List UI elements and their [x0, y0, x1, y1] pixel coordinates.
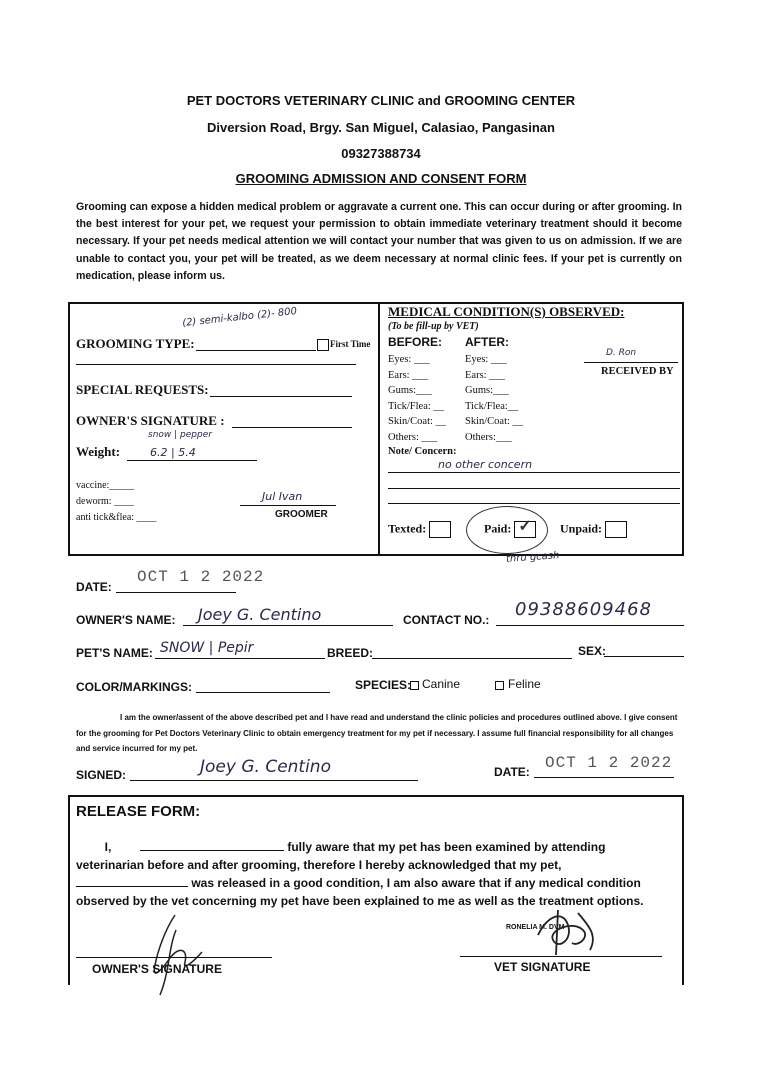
weight-values: 6.2 | 5.4 [150, 446, 196, 459]
signed-label: SIGNED: [76, 768, 127, 782]
owner-name-line[interactable] [183, 625, 393, 626]
received-by-value: D. Ron [606, 348, 637, 358]
after-tick-flea[interactable]: Tick/Flea:__ [465, 400, 519, 412]
unpaid-option[interactable] [560, 521, 627, 538]
vet-sig-line[interactable] [460, 956, 662, 957]
weight-names: snow | pepper [148, 430, 212, 440]
after-column [465, 352, 523, 446]
breed-label: BREED: [327, 646, 374, 660]
after-ears[interactable]: Ears: ___ [465, 369, 505, 381]
pet-name-line[interactable] [155, 658, 325, 659]
date-label: DATE: [76, 580, 112, 594]
weight-line[interactable] [127, 460, 257, 461]
clinic-name: PET DOCTORS VETERINARY CLINIC and GROOMING CENTER [186, 93, 576, 108]
groomer-signature: Jul Ivan [262, 490, 303, 503]
groomer-label: GROOMER [275, 509, 328, 520]
first-time-checkbox[interactable] [317, 339, 329, 351]
release-name-line[interactable] [140, 838, 284, 851]
sex-label: SEX: [578, 644, 607, 658]
vet-stamp: RONELIA M. DVM [506, 924, 565, 931]
form-title: GROOMING ADMISSION AND CONSENT FORM [235, 171, 527, 186]
grooming-type-value: (2) semi-kalbo (2)- 800 [181, 306, 298, 329]
signed-line[interactable] [130, 780, 418, 781]
owner-sig-line[interactable] [76, 957, 272, 958]
color-line[interactable] [196, 692, 330, 693]
before-others[interactable]: Others: ___ [388, 431, 438, 443]
medical-subtitle: (To be fill-up by VET) [388, 321, 479, 332]
after-label: AFTER: [465, 335, 509, 349]
release-line2: veterinarian before and after grooming, therefore I hereby acknowledged that my pet, [76, 858, 562, 872]
clinic-address: Diversion Road, Brgy. San Miguel, Calasiao, Pangasinan [207, 120, 555, 135]
contact-line[interactable] [496, 625, 684, 626]
release-prefix: I, [104, 840, 112, 854]
grooming-type-line-2[interactable] [76, 364, 356, 365]
canine-label: Canine [422, 677, 461, 691]
after-skin-coat[interactable]: Skin/Coat: __ [465, 416, 524, 428]
texted-checkbox[interactable] [429, 521, 451, 538]
release-paragraph [76, 838, 676, 910]
owner-name-value: Joey G. Centino [198, 605, 322, 624]
release-line3: was released in a good condition, I am also aware that if any medical condition [191, 876, 641, 890]
release-line1: fully aware that my pet has been examined by attending [287, 840, 606, 854]
before-column [388, 352, 446, 446]
owner-name-label: OWNER'S NAME: [76, 613, 176, 627]
release-title: RELEASE FORM: [76, 803, 201, 820]
release-line4: observed by the vet concerning my pet have been explained to me as well as the treatment options. [76, 894, 644, 908]
feline-checkbox[interactable] [495, 681, 504, 690]
note-line-1[interactable] [388, 472, 680, 473]
before-tick-flea[interactable]: Tick/Flea: __ [388, 400, 444, 412]
antitick-field[interactable]: anti tick&flea: ____ [76, 512, 157, 523]
after-eyes[interactable]: Eyes: ___ [465, 354, 507, 365]
owners-signature-label: OWNER'S SIGNATURE : [76, 413, 225, 428]
checkmark-icon: ✓ [518, 518, 532, 535]
vet-signature-scribble [528, 905, 608, 960]
unpaid-label: Unpaid: [560, 521, 603, 536]
grooming-type-label: GROOMING TYPE: [76, 336, 195, 351]
before-ears[interactable]: Ears: ___ [388, 369, 428, 381]
consent-date-line[interactable] [534, 777, 674, 778]
grooming-type-line[interactable] [196, 350, 316, 351]
before-label: BEFORE: [388, 335, 442, 349]
paid-circle [466, 506, 548, 554]
deworm-field[interactable]: deworm: ____ [76, 496, 135, 507]
owner-signature-scribble [140, 910, 230, 1000]
pet-name-value: SNOW | Pepir [160, 640, 254, 656]
owners-signature-line[interactable] [232, 427, 352, 428]
medical-title: MEDICAL CONDITION(S) OBSERVED: [388, 304, 625, 319]
pet-name-label: PET'S NAME: [76, 646, 153, 660]
note-value: no other concern [438, 458, 533, 471]
contact-value: 09388609468 [515, 599, 652, 620]
groomer-line [240, 505, 336, 506]
paid-label: Paid: [484, 521, 512, 536]
breed-line[interactable] [372, 658, 572, 659]
note-line-3[interactable] [388, 503, 680, 504]
owner-sig-label: OWNER'S SIGNATURE [92, 962, 222, 976]
canine-checkbox[interactable] [410, 681, 419, 690]
date-value: OCT 1 2 2022 [137, 568, 265, 586]
contact-label: CONTACT NO.: [403, 613, 490, 627]
first-time-label: First Time [330, 339, 371, 349]
signed-value: Joey G. Centino [200, 757, 331, 777]
color-label: COLOR/MARKINGS: [76, 680, 192, 694]
consent-date-label: DATE: [494, 765, 530, 779]
paid-note: thru gcash [505, 550, 560, 565]
species-label: SPECIES: [355, 678, 412, 692]
texted-label: Texted: [388, 521, 427, 536]
after-gums[interactable]: Gums:___ [465, 385, 509, 397]
special-requests-label: SPECIAL REQUESTS: [76, 382, 209, 397]
unpaid-checkbox[interactable] [605, 521, 627, 538]
weight-label: Weight: [76, 444, 121, 459]
texted-option[interactable] [388, 521, 451, 538]
consent-date-value: OCT 1 2 2022 [545, 754, 673, 772]
received-by-line [584, 362, 678, 363]
sex-line[interactable] [604, 656, 684, 657]
before-eyes[interactable]: Eyes: ___ [388, 354, 430, 365]
consent-text: I am the owner/assent of the above described pet and I have read and understand the clinic policies and procedures outlined above. I give consent for the grooming for Pet Doctors Veterinary Clinic to obtain emergency treatment for my pet if necessary. I assume full financial responsibility for all changes and service incurred for my pet. [76, 713, 678, 753]
before-gums[interactable]: Gums:___ [388, 385, 432, 397]
note-line-2[interactable] [388, 488, 680, 489]
vaccine-field[interactable]: vaccine:_____ [76, 480, 135, 491]
intro-paragraph: Grooming can expose a hidden medical problem or aggravate a current one. This can occur during or after grooming. In the best interest for your pet, we request your permission to obtain immediate veterinary treatment should it become necessary. If your pet needs medical attention we will contact your number that was given to us on admission. If we are unable to contact you, your pet will be treated, as we deem necessary at normal clinic fees. If your pet is currently on medication, please inform us. [76, 201, 682, 282]
special-requests-line[interactable] [210, 396, 352, 397]
vet-sig-label: VET SIGNATURE [494, 960, 591, 974]
date-line[interactable] [116, 592, 236, 593]
box-divider [378, 302, 380, 556]
clinic-phone: 09327388734 [341, 146, 421, 161]
after-others[interactable]: Others:___ [465, 431, 512, 443]
before-skin-coat[interactable]: Skin/Coat: __ [388, 416, 447, 428]
feline-label: Feline [508, 677, 541, 691]
release-pet-line[interactable] [76, 874, 188, 887]
received-by-label: RECEIVED BY [601, 366, 674, 377]
note-label: Note/ Concern: [388, 446, 457, 457]
